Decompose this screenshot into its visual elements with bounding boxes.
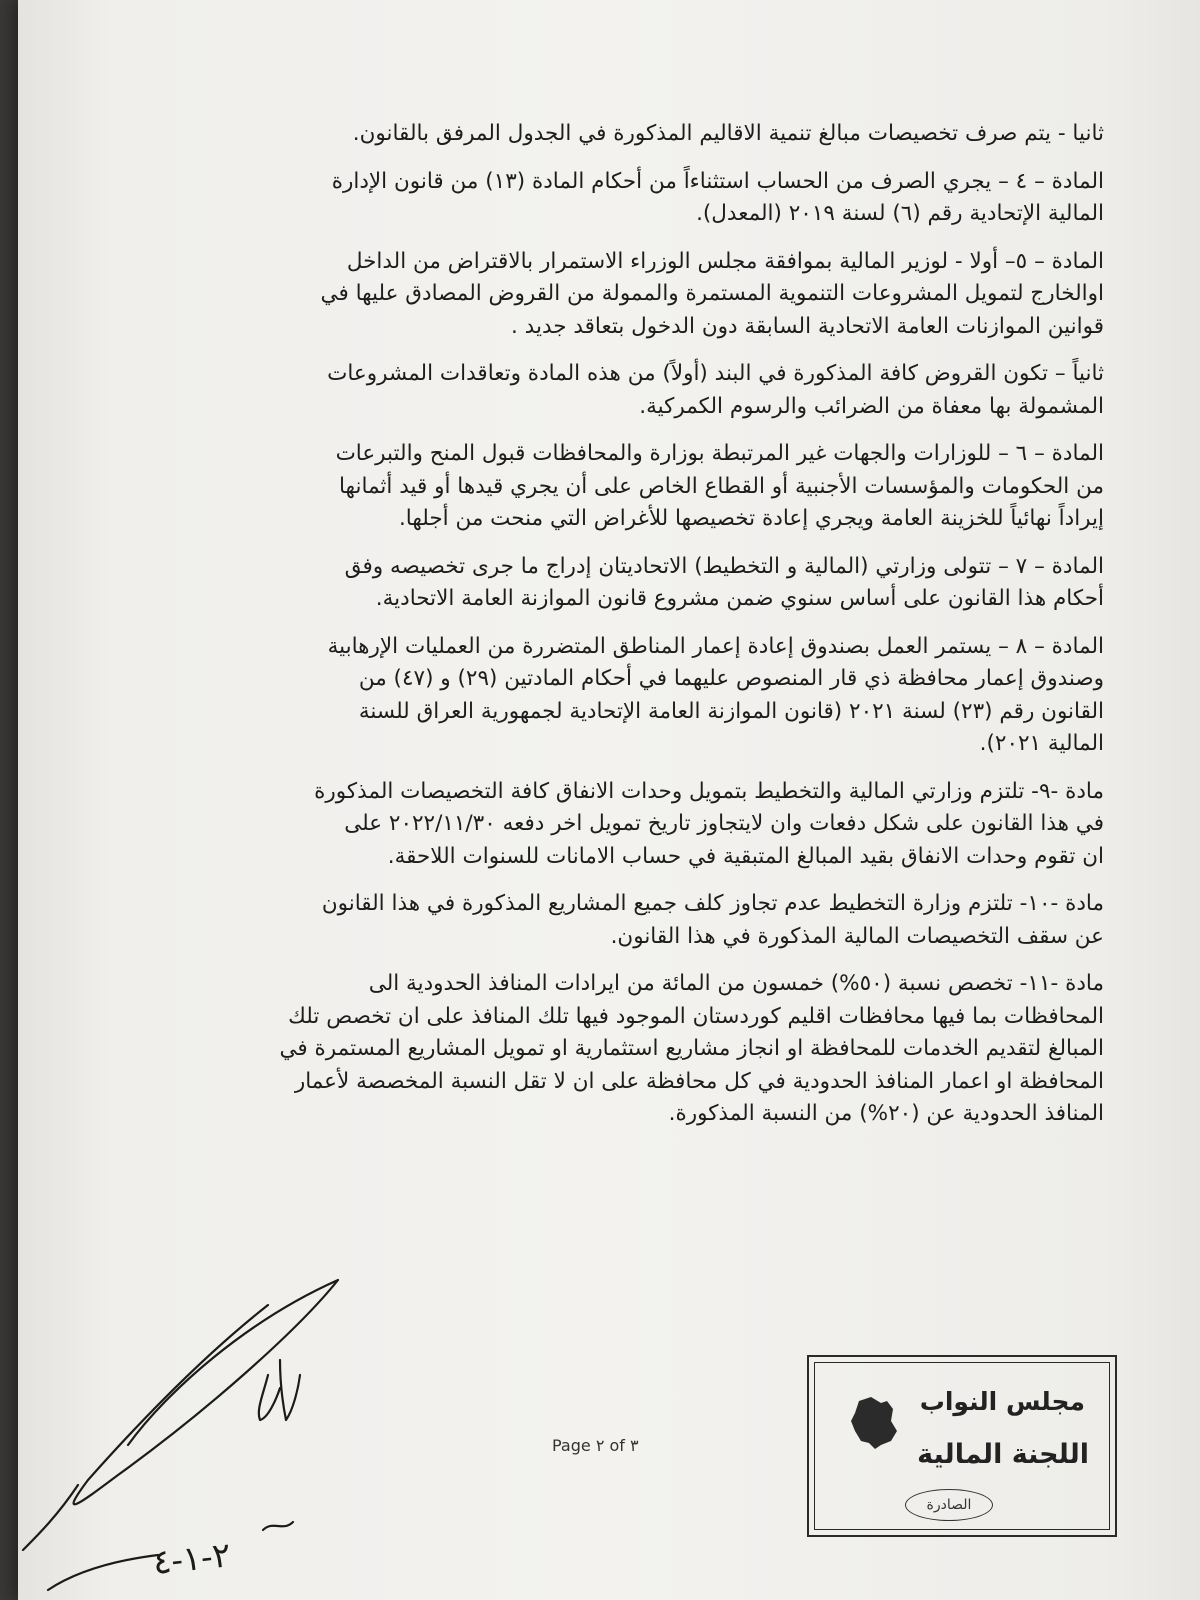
- paragraph: [104, 118, 1104, 151]
- iraq-map-icon: [841, 1391, 905, 1455]
- text-line: ثانيا - يتم صرف تخصيصات مبالغ تنمية الاقاليم المذكورة في الجدول المرفق بالقانون.: [352, 121, 1104, 146]
- text-line: المحافظة او اعمار المنافذ الحدودية في كل محافظة على ان لا تقل النسبة المخصصة لأعمار: [294, 1068, 1104, 1094]
- text-line: المالية الإتحادية رقم (٦) لسنة ٢٠١٩ (المعدل).: [696, 201, 1104, 226]
- paragraph-article-11: [104, 968, 1104, 1131]
- page-number: Page ٢ of ٣: [552, 1436, 639, 1455]
- text-line: أحكام هذا القانون على أساس سنوي ضمن مشروع قانون الموازنة العامة الاتحادية.: [375, 586, 1104, 611]
- text-line: المحافظات بما فيها محافظات اقليم كوردستان الموجود فيها تلك المنافذ على ان تخصص تلك: [288, 1003, 1104, 1029]
- paragraph-article-5-second: [104, 358, 1104, 423]
- text-line: المشمولة بها معفاة من الضرائب والرسوم الكمركية.: [639, 393, 1104, 419]
- stamp-title: مجلس النواب: [919, 1387, 1085, 1416]
- document-body: [104, 118, 1104, 1146]
- text-line: المادة – ٥– أولا - لوزير المالية بموافقة مجلس الوزراء الاستمرار بالاقتراض من الداخل: [346, 248, 1104, 274]
- official-stamp: [807, 1355, 1117, 1537]
- text-line: اوالخارج لتمويل المشروعات التنموية المستمرة والممولة من القروض المصادق عليها في: [320, 281, 1104, 306]
- paragraph-article-8: [104, 631, 1104, 761]
- paragraph-article-4: [104, 166, 1104, 231]
- handwritten-date: ٢-١-٤: [151, 1535, 233, 1584]
- text-line: القانون رقم (٢٣) لسنة ٢٠٢١ (قانون الموازنة العامة الإتحادية لجمهورية العراق للسنة: [358, 698, 1104, 724]
- text-line: وصندوق إعمار محافظة ذي قار المنصوص عليهما في أحكام المادتين (٢٩) و (٤٧) من: [358, 666, 1104, 691]
- text-line: مادة -١١- تخصص نسبة (٥٠%) خمسون من المائة من ايرادات المنافذ الحدودية الى: [368, 971, 1104, 996]
- stamp-inner-border: [814, 1362, 1110, 1530]
- text-line: عن سقف التخصيصات المالية المذكورة في هذا القانون.: [610, 923, 1104, 949]
- text-line: قوانين الموازنات العامة الاتحادية السابقة دون الدخول بتعاقد جديد .: [511, 313, 1104, 339]
- text-line: ثانياً – تكون القروض كافة المذكورة في البند (أولاً) من هذه المادة وتعاقدات المشروعات: [327, 361, 1104, 386]
- text-line: مادة -٩- تلتزم وزارتي المالية والتخطيط بتمويل وحدات الانفاق كافة التخصيصات المذكورة: [314, 778, 1104, 804]
- handwritten-signature: [18, 1270, 398, 1600]
- stamp-committee: اللجنة المالية: [917, 1439, 1089, 1470]
- document-page: [18, 0, 1200, 1600]
- text-line: المنافذ الحدودية عن (٢٠%) من النسبة المذكورة.: [668, 1101, 1104, 1126]
- stamp-status-oval: الصادرة: [905, 1489, 993, 1521]
- paragraph-article-9: [104, 776, 1104, 874]
- paragraph-article-6: [104, 438, 1104, 536]
- paragraph-article-7: [104, 551, 1104, 616]
- text-line: إيراداً نهائياً للخزينة العامة ويجري إعادة تخصيصها للأغراض التي منحت من أجلها.: [398, 506, 1104, 531]
- text-line: من الحكومات والمؤسسات الأجنبية أو القطاع الخاص على أن يجري قيدها أو قيد أثمانها: [339, 473, 1104, 499]
- text-line: المادة – ٨ – يستمر العمل بصندوق إعادة إعمار المناطق المتضررة من العمليات الإرهابية: [327, 633, 1104, 659]
- text-line: المادة – ٦ – للوزارات والجهات غير المرتبطة بوزارة والمحافظات قبول المنح والتبرعات: [335, 441, 1104, 466]
- text-line: في هذا القانون على شكل دفعات وان لايتجاوز تاريخ تمويل اخر دفعه ٢٠٢٢/١١/٣٠ على: [344, 811, 1104, 836]
- text-line: المالية ٢٠٢١).: [979, 731, 1104, 756]
- text-line: المبالغ لتقديم الخدمات للمحافظة او انجاز مشاريع استثمارية او تمويل المشاريع المستمرة في: [279, 1036, 1104, 1061]
- text-line: ان تقوم وحدات الانفاق بقيد المبالغ المتبقية في حساب الامانات للسنوات اللاحقة.: [387, 843, 1104, 869]
- text-line: مادة -١٠- تلتزم وزارة التخطيط عدم تجاوز كلف جميع المشاريع المذكورة في هذا القانون: [321, 891, 1104, 916]
- text-line: المادة – ٤ – يجري الصرف من الحساب استثناءاً من أحكام المادة (١٣) من قانون الإدارة: [331, 168, 1104, 194]
- text-line: المادة – ٧ – تتولى وزارتي (المالية و التخطيط) الاتحاديتان إدراج ما جرى تخصيصه وفق: [344, 553, 1104, 579]
- paragraph-article-5: [104, 246, 1104, 344]
- paragraph-article-10: [104, 888, 1104, 953]
